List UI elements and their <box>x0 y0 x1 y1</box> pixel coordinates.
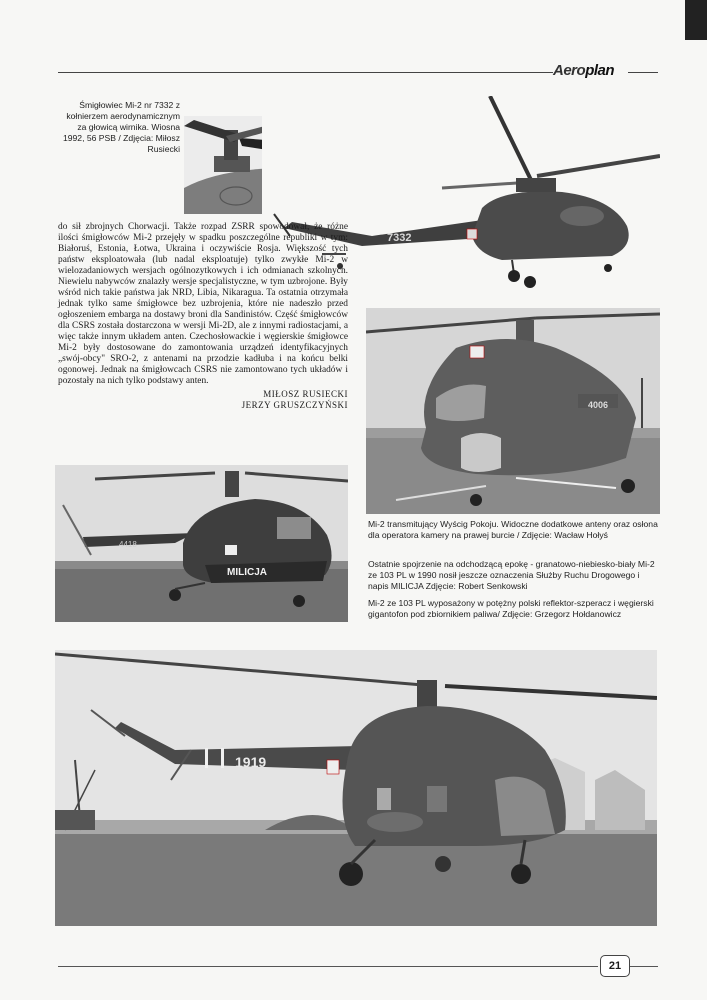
author-name: JERZY GRUSZCZYŃSKI <box>241 400 348 410</box>
photo-mi2-milicja <box>55 465 348 622</box>
milicja-lettering: MILICJA <box>227 567 267 578</box>
article-paragraph: do sił zbrojnych Chorwacji. Także rozpad ZSRR spowodował, że różne ilości śmigłowców Mi-2 przejęły w spadku poszczególne republiki w tym: Białoruś, Estonia, Łotwa, Ukraina i oczywiście Rosja. Większość tych państw eksploatowała (lub nadal eksploatuje) tylko zwykłe Mi-2 w wielozadaniowych wersjach ogólnozytkowych i ich odmianach szkolnych. Niewielu nabywców znalazły wersje specjalistyczne, w tym uzbrojone. Były wśród nich takie państwa jak NRD, Libia, Nikaragua. Ta ostatnia otrzymała jednak tylko same śmigłowce bez uzbrojenia, które nie nadeszło przed ogłoszeniem embarga na dostawy broni dla Sandinistów. Część śmigłowców dla CSRS została dostarczona w wersji Mi-2D, ale z innymi radiostacjami, a więc także innym układem anten. Czechosłowackie i węgierskie śmigłowce Mi-2 były dostosowane do zamontowania urządzeń identyfikacyjnych „swój-obcy" SRO-2, z antenami na przodzie kadłuba i na końcu belki ogonowej. Jednak na śmigłowcach CSRS nie zamontowano tych układów i pozostały na nich tylko podstawy anten. <box>58 222 348 386</box>
photo-mi2-1919 <box>55 650 657 926</box>
header-rule-right <box>628 72 658 73</box>
header-rule <box>58 72 553 73</box>
tail-number-4006: 4006 <box>588 400 609 410</box>
article-body <box>58 222 348 440</box>
caption-reflektor: Mi-2 ze 103 PL wyposażony w potężny polski reflektor-szperacz i węgierski gigantofon pod zbiornikiem paliwa/ Zdjęcie: Grzegorz Hołdanowicz <box>368 598 654 619</box>
tail-number-7332: 7332 <box>387 232 412 244</box>
footer-rule-right <box>630 966 658 967</box>
tail-number-1919: 1919 <box>235 754 267 770</box>
magazine-logo: Aeroplan <box>553 62 615 79</box>
photo-mi2-wyscig-pokoju <box>366 308 660 514</box>
page-edge-mark <box>685 0 707 40</box>
caption-rotor-head: Śmigłowiec Mi-2 nr 7332 z kołnierzem aerodynamicznym za głowicą wirnika. Wiosna 1992, 56 PSB / Zdjęcia: Miłosz Rusiecki <box>62 100 180 154</box>
author-name: MIŁOSZ RUSIECKI <box>263 389 348 399</box>
page-number: 21 <box>600 955 630 977</box>
caption-wyscig-pokoju: Mi-2 transmitujący Wyścig Pokoju. Widoczne dodatkowe anteny oraz osłona dla operatora kamery na prawej burcie / Zdjęcie: Wacław Hołyś <box>368 519 658 540</box>
caption-milicja: Ostatnie spojrzenie na odchodzącą epokę - granatowo-niebiesko-biały Mi-2 ze 103 PL w 1990 nosił jeszcze oznaczenia Służby Ruchu Drogowego i napis MILICJA Zdjęcie: Robert Senkowski <box>368 559 655 591</box>
footer-rule <box>58 966 598 967</box>
tail-number-milicja: 4418 <box>119 540 137 549</box>
